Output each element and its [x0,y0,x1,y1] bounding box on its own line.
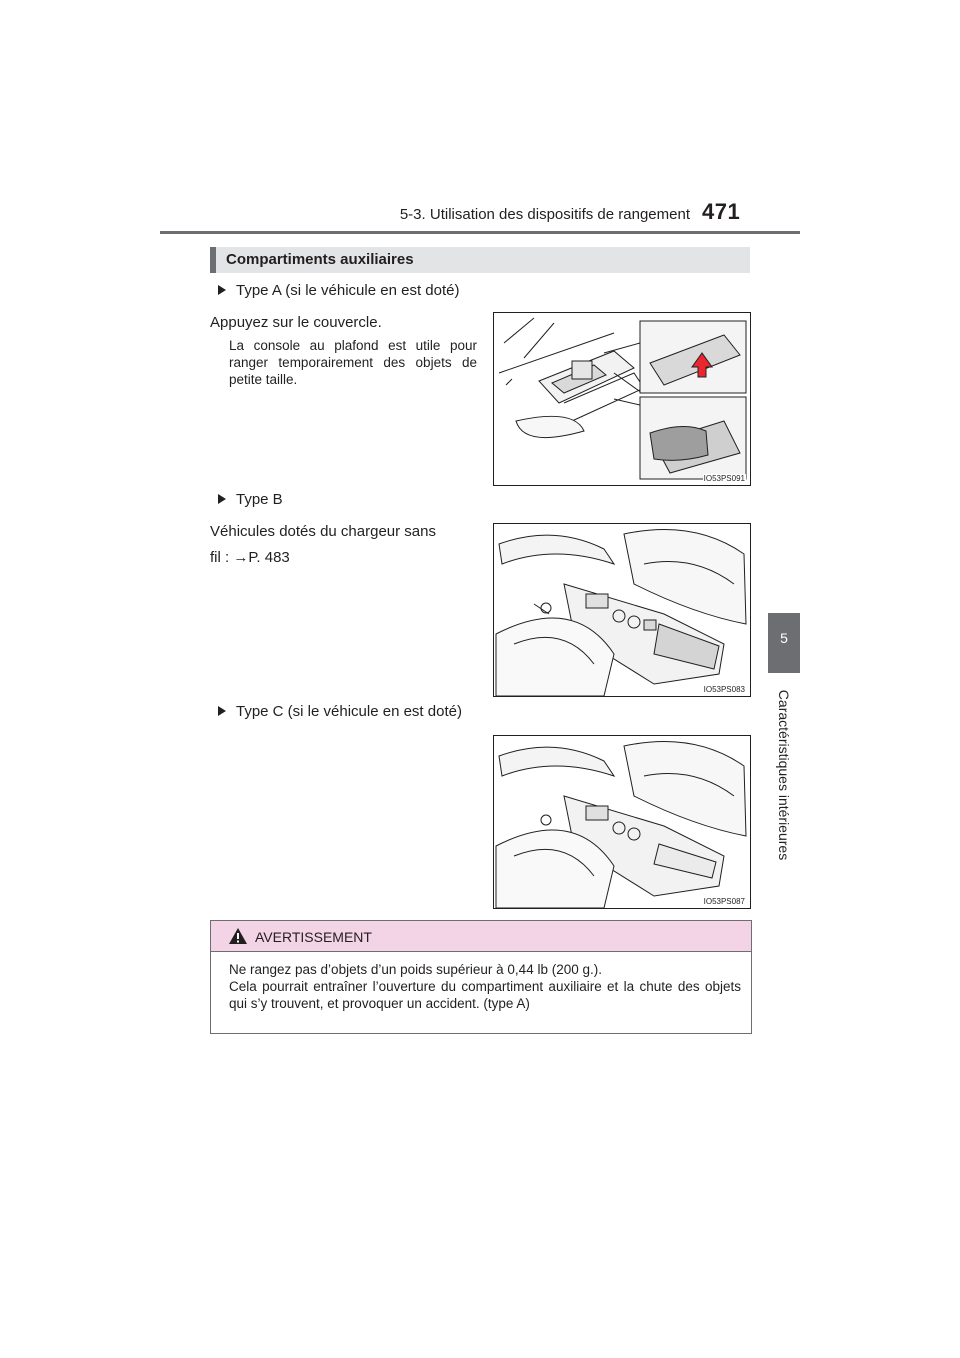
warning-title: AVERTISSEMENT [255,929,372,945]
warning-text [229,961,741,1012]
section-accent [210,247,216,273]
running-head: 5-3. Utilisation des dispositifs de rangement [399,206,690,223]
type-c-illustration [493,735,751,909]
page-number: 471 [702,199,741,224]
type-a-label: Type A (si le véhicule en est doté) [236,282,460,299]
type-b-instruction-line2: fil : →P. 483 [210,549,290,566]
bullet-triangle-icon [218,494,226,504]
warning-header [211,921,751,952]
warning-triangle-icon [228,927,248,945]
section-header [210,247,750,273]
section-title: Compartiments auxiliaires [226,251,414,268]
type-a-note: La console au plafond est utile pour ranger temporairement des objets de petite taille. [229,338,477,387]
type-b-bullet [218,491,283,508]
chapter-title: Caractéristiques intérieures [776,689,792,861]
figure-code: IO53PS083 [703,685,745,694]
type-b-illustration [493,523,751,697]
type-a-instruction: Appuyez sur le couvercle. [210,314,382,331]
center-console-drawing [494,736,750,908]
overhead-console-drawing [494,313,750,485]
chapter-number: 5 [780,630,788,646]
warning-line-1: Ne rangez pas d’objets d’un poids supérieur à 0,44 lb (200 g.). [229,962,602,977]
warning-box [210,920,752,1034]
type-a-illustration [493,312,751,486]
type-b-label: Type B [236,491,283,508]
type-a-bullet [218,282,459,299]
figure-code: IO53PS091 [703,474,745,483]
header-rule [160,231,800,234]
type-c-label: Type C (si le véhicule en est doté) [236,703,462,720]
bullet-triangle-icon [218,285,226,295]
type-b-instruction-line1: Véhicules dotés du chargeur sans [210,523,436,540]
figure-code: IO53PS087 [703,897,745,906]
bullet-triangle-icon [218,706,226,716]
center-console-drawing [494,524,750,696]
warning-line-2: Cela pourrait entraîner l’ouverture du compartiment auxiliaire et la chute des objets qui s’y trouvent, et provoquer un accident. (type A) [229,979,741,1011]
type-c-bullet [218,703,462,720]
